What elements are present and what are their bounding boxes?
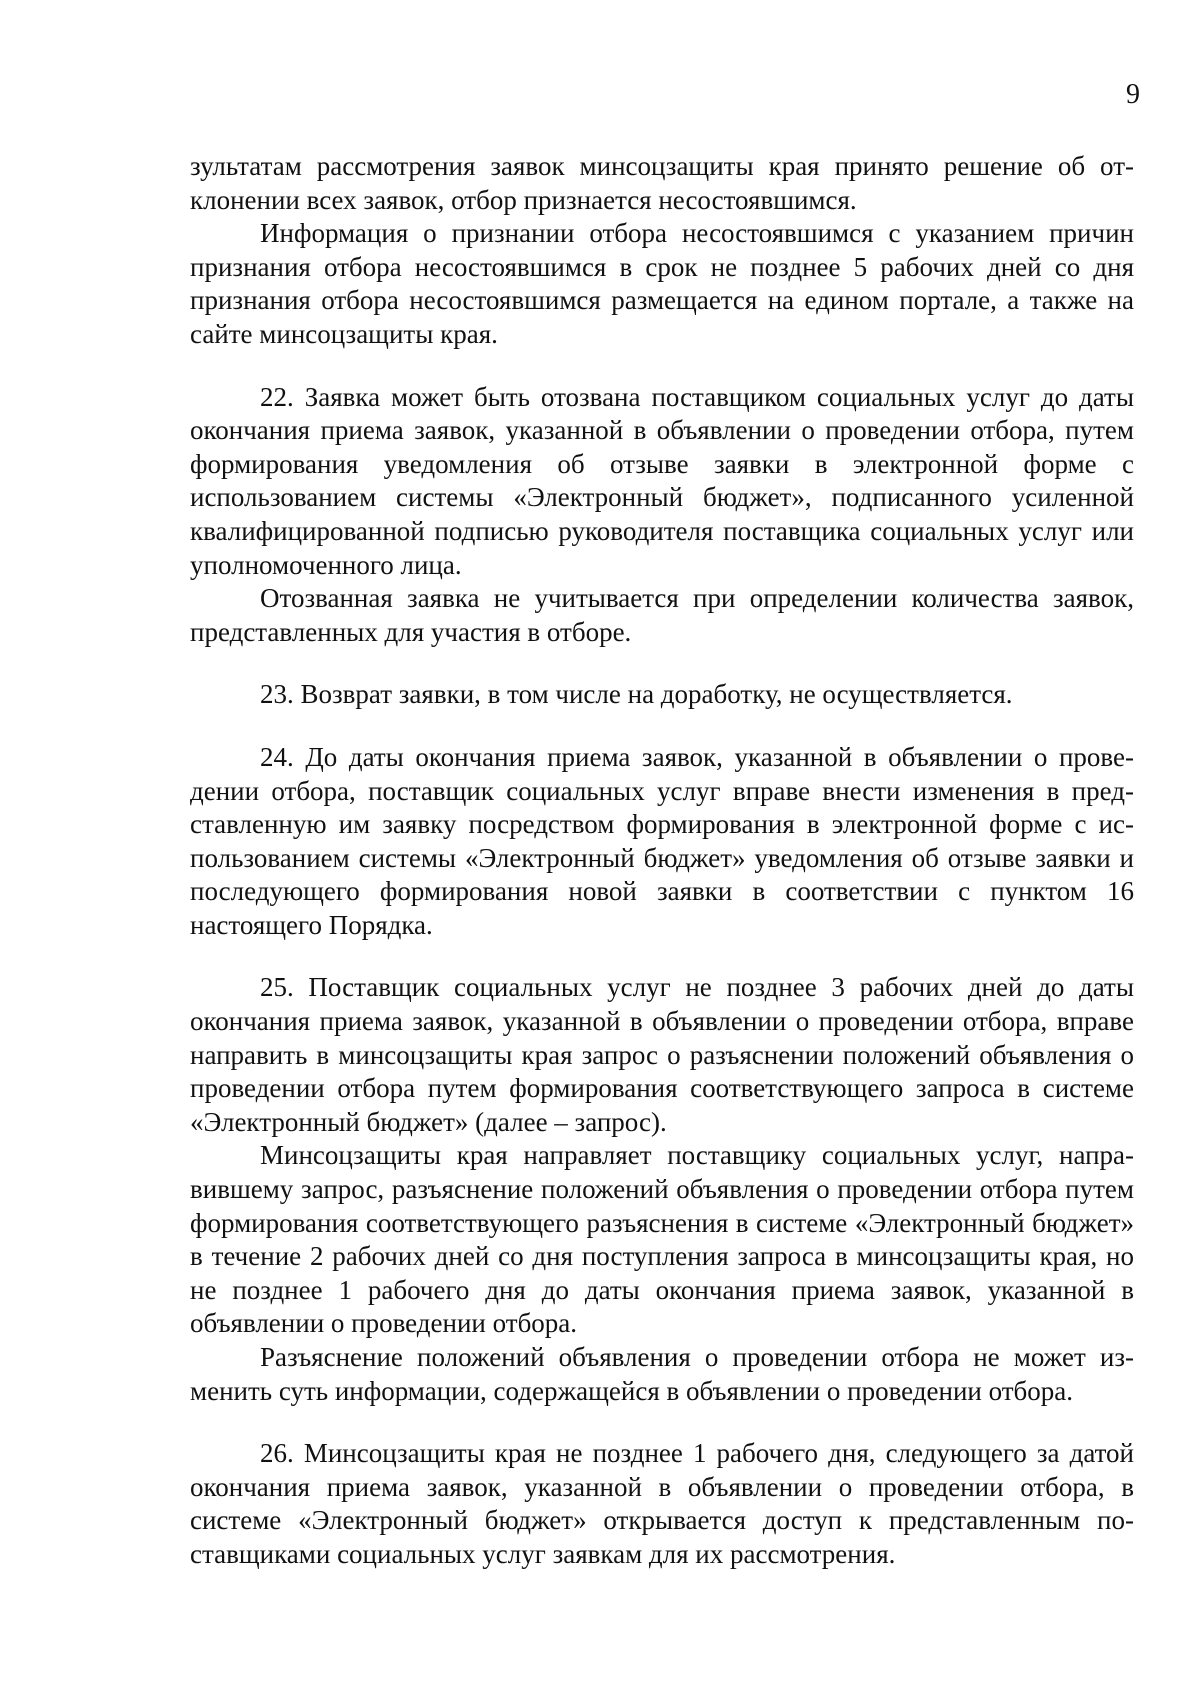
page-number: 9: [1126, 79, 1140, 110]
paragraph-failed-selection-info: Информация о признании отбора несостоявшимся с указанием причин признания отбора несостоявшимся в срок не позднее 5 рабочих дней со дня признания отбора несостоявшимся размещается на едином портале, а также на сайте минсоцзащиты края.: [190, 218, 1134, 349]
paragraph-23: 23. Возврат заявки, в том числе на доработку, не осуществляется.: [260, 679, 1013, 710]
paragraph-25-clarification: Разъяснение положений объявления о проведении отбора не может изменить суть информации, содержащейся в объявлении о проведении отбора.: [190, 1342, 1134, 1406]
paragraph-continuation: зультатам рассмотрения заявок минсоцзащиты края принято решение об отклонении всех заявок, отбор признается несостоявшимся.: [190, 151, 1134, 215]
document-body: [190, 150, 1134, 1572]
paragraph-22-withdrawn: Отозванная заявка не учитывается при определении количества заявок, представленных для участия в отборе.: [190, 583, 1134, 647]
paragraph-24: 24. До даты окончания приема заявок, указанной в объявлении о проведении отбора, поставщик социальных услуг вправе внести изменения в представленную им заявку посредством формирования в электронной форме с использованием системы «Электронный бюджет» уведомления об отзыве заявки и последующего формирования новой заявки в соответствии с пунктом 16 настоящего Порядка.: [190, 741, 1134, 940]
paragraph-25-response: Минсоцзащиты края направляет поставщику социальных услуг, направившему запрос, разъяснение положений объявления о проведении отбора путем формирования соответствующего разъяснения в системе «Электронный бюджет» в течение 2 рабочих дней со дня поступления запроса в минсоцзащиты края, но не позднее 1 рабочего дня до даты окончания приема заявок, указанной в объявлении о проведении отбора.: [190, 1140, 1134, 1339]
paragraph-25: 25. Поставщик социальных услуг не позднее 3 рабочих дней до даты окончания приема заявок, указанной в объявлении о проведении отбора, вправе направить в минсоцзащиты края запрос о разъяснении положений объявления о проведении отбора путем формирования соответствующего запроса в системе «Электронный бюджет» (далее – запрос).: [190, 972, 1134, 1137]
paragraph-22: 22. Заявка может быть отозвана поставщиком социальных услуг до даты окончания приема заявок, указанной в объявлении о проведении отбора, путем формирования уведомления об отзыве заявки в электронной форме с использованием системы «Электронный бюджет», подписанного усиленной квалифицированной подписью руководителя поставщика социальных услуг или уполномоченного лица.: [190, 381, 1134, 580]
paragraph-26: 26. Минсоцзащиты края не позднее 1 рабочего дня, следующего за датой окончания приема заявок, указанной в объявлении о проведении отбора, в системе «Электронный бюджет» открывается доступ к представленным поставщиками социальных услуг заявкам для их рассмотрения.: [190, 1438, 1134, 1569]
